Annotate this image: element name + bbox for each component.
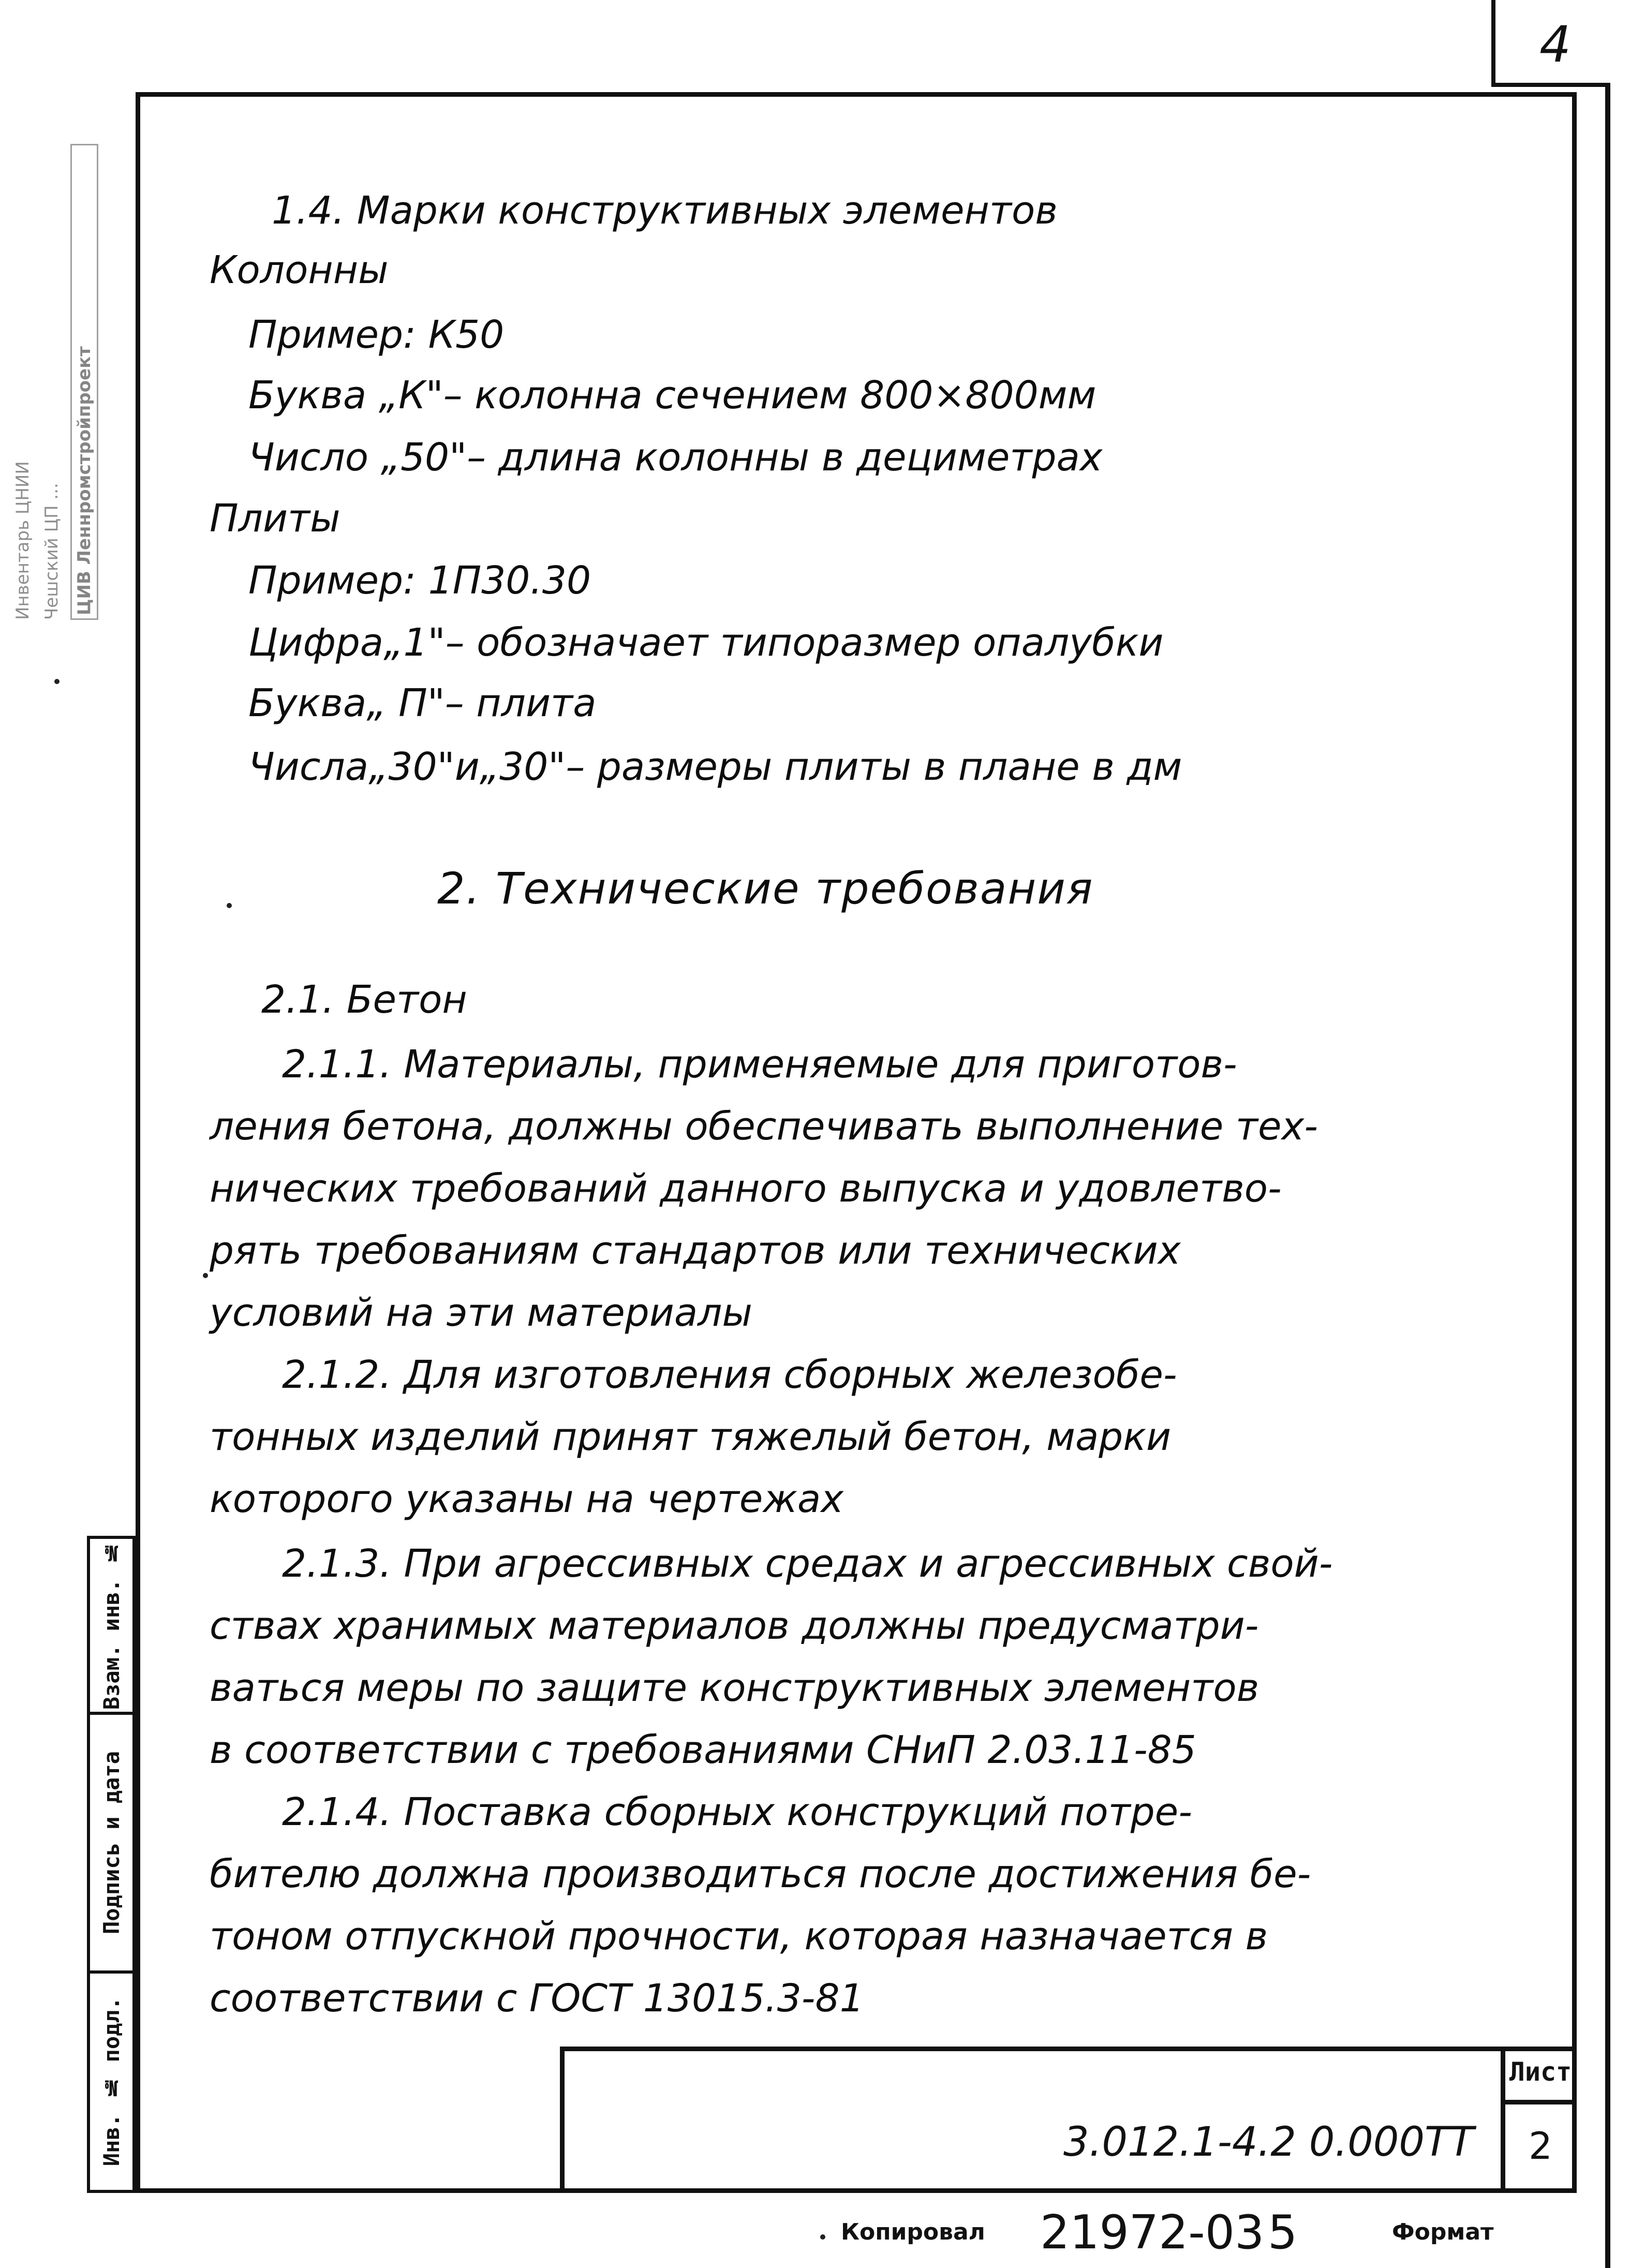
para-2-1-4-line-2: бителю должна производиться после достижения бе- xyxy=(210,1852,1311,1896)
columns-number-50: Число „50"– длина колонны в дециметрах xyxy=(248,435,1103,480)
side-cell-original-label: Инв. № подл. xyxy=(98,1997,124,2167)
slabs-digit-1: Цифра„1"– обозначает типоразмер опалубки xyxy=(248,620,1164,665)
para-2-1-3-line-2: ствах хранимых материалов должны предусматри- xyxy=(210,1604,1259,1648)
archive-number: 21972-03 xyxy=(1040,2205,1265,2260)
slabs-example: Пример: 1П30.30 xyxy=(248,558,591,603)
scan-speck xyxy=(203,1273,208,1278)
archive-stamp-line-3: ЦИВ Леннромстройпроект xyxy=(70,144,98,620)
scan-speck xyxy=(820,2234,825,2240)
para-2-1-4-line-4: соответствии с ГОСТ 13015.3-81 xyxy=(210,1976,864,2021)
slabs-heading: Плиты xyxy=(210,496,340,541)
para-2-1-3-line-4: в соответствии с требованиями СНиП 2.03.11-85 xyxy=(210,1728,1196,1772)
para-2-1-2-line-1: 2.1.2. Для изготовления сборных железобе- xyxy=(282,1353,1177,1397)
para-2-1-2-line-3: которого указаны на чертежах xyxy=(210,1477,844,1521)
para-2-1-1-line-4: рять требованиям стандартов или технических xyxy=(210,1228,1181,1273)
copied-by-label: Копировал xyxy=(841,2219,985,2245)
slabs-letter-p: Буква„ П"– плита xyxy=(248,681,597,725)
archive-stamp-line-1: Инвентарь ЦНИИ xyxy=(12,461,33,620)
section-2-title: 2. Технические требования xyxy=(437,863,1094,914)
format-number: 5 xyxy=(1268,2205,1298,2260)
columns-letter-k: Буква „К"– колонна сечением 800×800мм xyxy=(248,373,1096,418)
side-cell-replacement-label: Взам. инв. № xyxy=(98,1540,124,1710)
para-2-1-3-line-3: ваться меры по защите конструктивных элементов xyxy=(210,1666,1259,1710)
para-2-1-4-line-3: тоном отпускной прочности, которая назначается в xyxy=(210,1914,1268,1959)
scan-speck xyxy=(54,679,60,684)
page-number: 4 xyxy=(1539,16,1572,73)
slabs-numbers-30: Числа„30"и„30"– размеры плиты в плане в дм xyxy=(248,745,1182,789)
para-2-1-1-line-2: ления бетона, должны обеспечивать выполнение тех- xyxy=(210,1104,1318,1149)
scan-speck xyxy=(227,903,232,908)
sheet-box-divider xyxy=(1501,2100,1577,2104)
para-2-1-3-line-1: 2.1.3. При агрессивных средах и агрессивных свой- xyxy=(282,1541,1333,1586)
side-approval-table xyxy=(87,1536,136,2193)
side-cell-signature xyxy=(90,1715,132,1974)
document-code: 3.012.1-4.2 0.000ТТ xyxy=(1063,2119,1474,2166)
para-2-1-4-line-1: 2.1.4. Поставка сборных конструкций потре- xyxy=(282,1790,1192,1834)
para-2-1-1-line-1: 2.1.1. Материалы, применяемые для приготов- xyxy=(282,1042,1237,1087)
archive-stamp xyxy=(11,144,99,620)
sheet-label: Лист xyxy=(1509,2057,1572,2087)
columns-example: Пример: К50 xyxy=(248,313,505,357)
frame-right-edge xyxy=(1605,83,1610,2268)
format-label: Формат xyxy=(1392,2219,1494,2245)
side-cell-replacement xyxy=(90,1539,132,1715)
para-2-1-2-line-2: тонных изделий принят тяжелый бетон, марки xyxy=(210,1415,1172,1459)
para-2-1-1-line-3: нических требований данного выпуска и удовлетво- xyxy=(210,1166,1282,1211)
side-cell-original xyxy=(90,1974,132,2190)
section-1-4-heading: 1.4. Марки конструктивных элементов xyxy=(272,188,1058,233)
archive-stamp-line-2: Чешский ЦП ... xyxy=(41,483,62,620)
section-2-1-heading: 2.1. Бетон xyxy=(261,977,467,1022)
sheet-number: 2 xyxy=(1529,2124,1552,2168)
side-cell-signature-label: Подпись и дата xyxy=(98,1751,124,1934)
para-2-1-1-line-5: условий на эти материалы xyxy=(210,1291,752,1335)
columns-heading: Колонны xyxy=(210,248,389,292)
